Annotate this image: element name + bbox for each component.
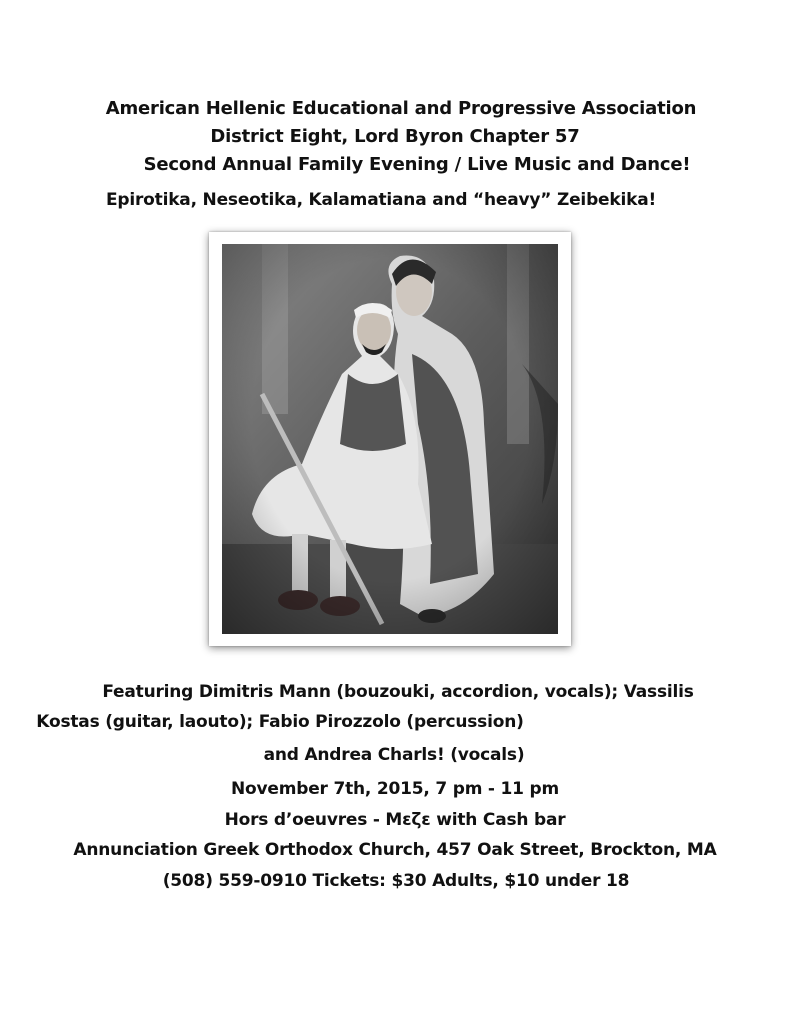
event-date: November 7th, 2015, 7 pm - 11 pm	[231, 779, 559, 799]
chapter-name: District Eight, Lord Byron Chapter 57	[210, 126, 580, 147]
music-styles: Epirotika, Neseotika, Kalamatiana and “heavy” Zeibekika!	[105, 190, 657, 210]
contact-tickets: (508) 559-0910 Tickets: $30 Adults, $10 under 18	[162, 871, 630, 891]
vintage-couple-photo	[222, 244, 558, 634]
org-name: American Hellenic Educational and Progressive Association	[105, 98, 697, 119]
featuring-line-1: Featuring Dimitris Mann (bouzouki, accordion, vocals); Vassilis	[102, 682, 694, 702]
featuring-line-3: and Andrea Charls! (vocals)	[263, 745, 525, 765]
venue-address: Annunciation Greek Orthodox Church, 457 Oak Street, Brockton, MA	[73, 840, 717, 860]
photo-frame	[209, 232, 571, 646]
food-info: Hors d’oeuvres - Μεζε with Cash bar	[224, 810, 566, 830]
featuring-line-2: Kostas (guitar, laouto); Fabio Pirozzolo (percussion)	[36, 712, 524, 732]
event-title: Second Annual Family Evening / Live Music and Dance!	[143, 154, 691, 175]
